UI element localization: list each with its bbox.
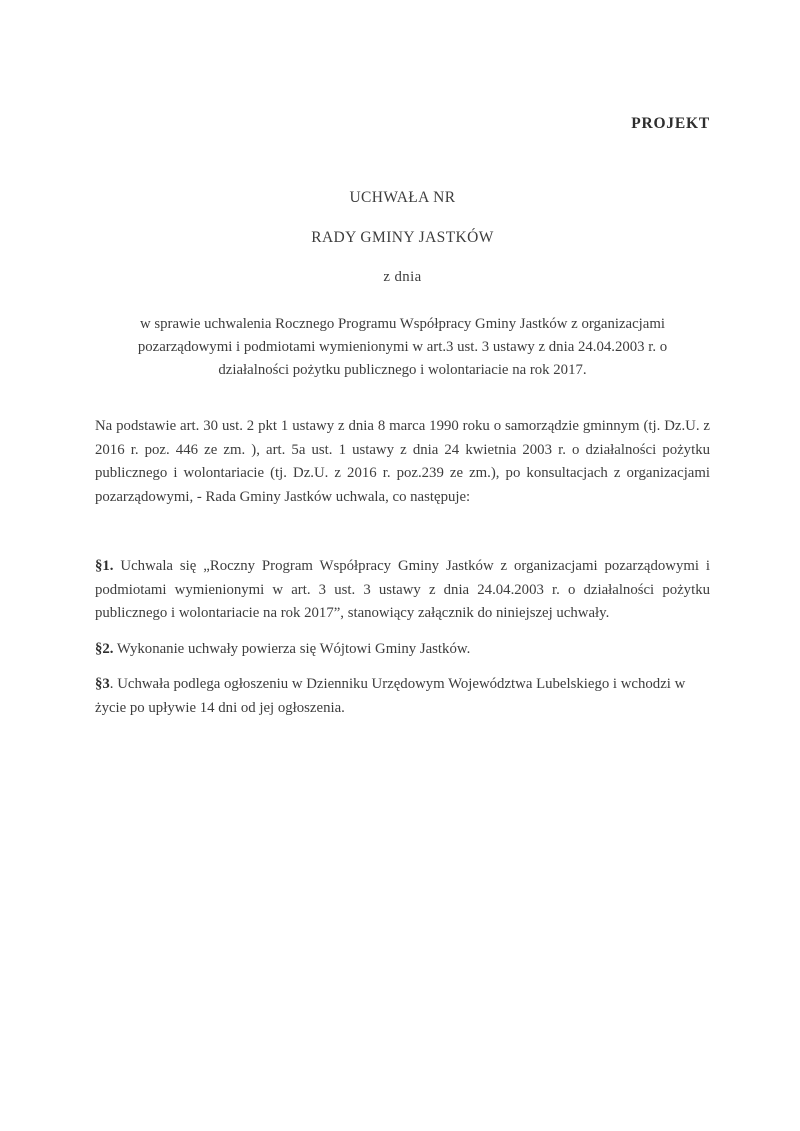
section-number-1: §1. bbox=[95, 558, 114, 574]
title-block bbox=[95, 189, 710, 286]
section-number-3: §3 bbox=[95, 676, 110, 692]
resolution-subject: w sprawie uchwalenia Rocznego Programu Współpracy Gminy Jastków z organizacjami pozarządowymi i podmiotami wymienionymi w art.3 ust. 3 ustawy z dnia 24.04.2003 r. o działalności pożytku publicznego i wolontariacie na rok 2017. bbox=[137, 316, 668, 378]
section-paragraph-1 bbox=[95, 555, 710, 626]
council-name-heading: RADY GMINY JASTKÓW bbox=[311, 229, 494, 246]
section-text-1: Uchwala się „Roczny Program Współpracy Gminy Jastków z organizacjami pozarządowymi i podmiotami wymienionymi w art. 3 ust. 3 ustawy z dnia 24.04.2003 r. o działalności pożytku publicznego i wolontariacie na rok 2017”, stanowiący załącznik do niniejszej uchwały. bbox=[95, 558, 710, 621]
resolution-number-heading: UCHWAŁA NR bbox=[349, 189, 456, 206]
draft-label: PROJEKT bbox=[631, 115, 710, 132]
section-number-2: §2. bbox=[95, 640, 114, 657]
section-paragraph-3 bbox=[95, 673, 710, 720]
section-paragraph-2 bbox=[95, 638, 710, 662]
section-text-2: Wykonanie uchwały powierza się Wójtowi Gminy Jastków. bbox=[113, 640, 471, 657]
date-line-heading: z dnia bbox=[383, 269, 422, 285]
section-text-3: . Uchwała podlega ogłoszeniu w Dzienniku Urzędowym Województwa Lubelskiego i wchodzi w życie po upływie 14 dni od jej ogłoszenia. bbox=[95, 676, 686, 716]
legal-preamble: Na podstawie art. 30 ust. 2 pkt 1 ustawy z dnia 8 marca 1990 roku o samorządzie gminnym (tj. Dz.U. z 2016 r. poz. 446 ze zm. ), art. 5a ust. 1 ustawy z dnia 24 kwietnia 2003 r. o działalności pożytku publicznego i wolontariacie (tj. Dz.U. z 2016 r. poz.239 ze zm.), po konsultacjach z organizacjami pozarządowymi, - Rada Gminy Jastków uchwala, co następuje: bbox=[95, 418, 710, 505]
